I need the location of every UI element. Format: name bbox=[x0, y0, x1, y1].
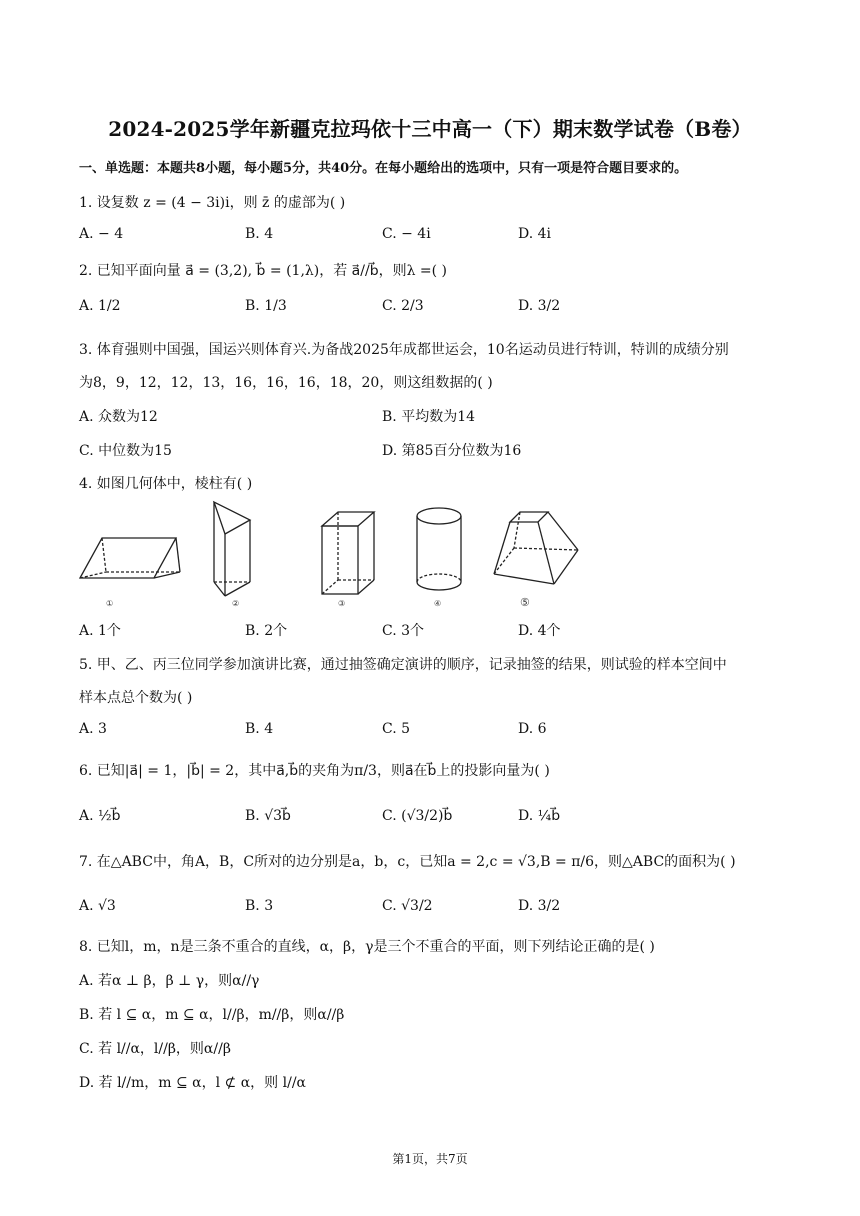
q1-option-c: C. − 4i bbox=[382, 226, 431, 242]
q7-option-a: A. √3 bbox=[79, 898, 116, 914]
figure-4-cylinder bbox=[417, 508, 461, 590]
q5-option-d: D. 6 bbox=[518, 721, 547, 737]
q3-option-c: C. 中位数为15 bbox=[79, 443, 172, 459]
q6-option-a: A. ½b⃗ bbox=[79, 808, 121, 824]
q7-option-c: C. √3/2 bbox=[382, 898, 433, 914]
question-6-stem: 6. 已知|a⃗| = 1，|b⃗| = 2，其中a⃗,b⃗的夹角为π/3，则a⃗在b⃗上的投影向量为( ) bbox=[79, 763, 550, 779]
figure-1-triangular-prism bbox=[80, 538, 180, 578]
q8-option-c: C. 若 l//α，l//β，则α//β bbox=[79, 1041, 231, 1057]
figure-2-label: ② bbox=[232, 599, 240, 608]
q2-option-d: D. 3/2 bbox=[518, 298, 561, 314]
question-2-stem: 2. 已知平面向量 a⃗ = (3,2), b⃗ = (1,λ)，若 a⃗//b⃗，则λ =( ) bbox=[79, 263, 448, 279]
page-title: 2024-2025学年新疆克拉玛依十三中高一（下）期末数学试卷（B卷） bbox=[108, 117, 752, 141]
q3-option-d: D. 第85百分位数为16 bbox=[382, 443, 522, 459]
question-1-stem: 1. 设复数 z = (4 − 3i)i，则 z̄ 的虚部为( ) bbox=[79, 195, 346, 211]
figure-5-frustum bbox=[494, 512, 578, 584]
question-3-stem-line2: 为8，9，12，12，13，16，16，16，18，20，则这组数据的( ) bbox=[79, 375, 493, 391]
question-5-stem-line1: 5. 甲、乙、丙三位同学参加演讲比赛，通过抽签确定演讲的顺序，记录抽签的结果，则试验的样本空间中 bbox=[79, 657, 727, 673]
q1-option-a: A. − 4 bbox=[79, 226, 124, 242]
q8-option-d: D. 若 l//m，m ⊆ α，l ⊄ α，则 l//α bbox=[79, 1075, 307, 1091]
q2-option-b: B. 1/3 bbox=[245, 298, 287, 314]
q6-option-b: B. √3b⃗ bbox=[245, 808, 291, 824]
q6-option-d: D. ¼b⃗ bbox=[518, 808, 561, 824]
q6-option-c: C. (√3/2)b⃗ bbox=[382, 808, 453, 824]
section-heading: 一、单选题：本题共8小题，每小题5分，共40分。在每小题给出的选项中，只有一项是符合题目要求的。 bbox=[79, 161, 688, 176]
figure-5-label: ⑤ bbox=[520, 596, 530, 609]
q4-option-c: C. 3个 bbox=[382, 623, 425, 639]
question-5-stem-line2: 样本点总个数为( ) bbox=[79, 690, 193, 706]
figure-3-label: ③ bbox=[338, 599, 346, 608]
figure-3-rectangular-prism bbox=[322, 512, 374, 594]
figure-2-triangular-prism bbox=[214, 502, 250, 596]
q7-option-b: B. 3 bbox=[245, 898, 274, 914]
q1-option-d: D. 4i bbox=[518, 226, 552, 242]
q8-option-b: B. 若 l ⊆ α，m ⊆ α，l//β，m//β，则α//β bbox=[79, 1007, 345, 1023]
q5-option-a: A. 3 bbox=[79, 721, 107, 737]
question-8-stem: 8. 已知l，m，n是三条不重合的直线，α，β，γ是三个不重合的平面，则下列结论正确的是( ) bbox=[79, 939, 655, 955]
question-3-stem-line1: 3. 体育强则中国强，国运兴则体育兴.为备战2025年成都世运会，10名运动员进行特训，特训的成绩分别 bbox=[79, 342, 729, 358]
q3-option-b: B. 平均数为14 bbox=[382, 409, 476, 425]
geometry-figures bbox=[70, 498, 590, 616]
q7-option-d: D. 3/2 bbox=[518, 898, 561, 914]
q4-option-d: D. 4个 bbox=[518, 623, 561, 639]
q1-option-b: B. 4 bbox=[245, 226, 274, 242]
q5-option-c: C. 5 bbox=[382, 721, 411, 737]
q5-option-b: B. 4 bbox=[245, 721, 274, 737]
q3-option-a: A. 众数为12 bbox=[79, 409, 158, 425]
q2-option-a: A. 1/2 bbox=[79, 298, 121, 314]
q2-option-c: C. 2/3 bbox=[382, 298, 424, 314]
q8-option-a: A. 若α ⊥ β，β ⊥ γ，则α//γ bbox=[79, 973, 260, 989]
question-7-stem: 7. 在△ABC中，角A，B，C所对的边分别是a，b，c，已知a = 2,c = √3,B = π/6，则△ABC的面积为( ) bbox=[79, 854, 736, 870]
figure-4-label: ④ bbox=[434, 599, 442, 608]
question-4-stem: 4. 如图几何体中，棱柱有( ) bbox=[79, 476, 253, 492]
q4-option-a: A. 1个 bbox=[79, 623, 121, 639]
figure-1-label: ① bbox=[106, 599, 114, 608]
q4-option-b: B. 2个 bbox=[245, 623, 288, 639]
page-footer: 第1页，共7页 bbox=[392, 1152, 468, 1166]
